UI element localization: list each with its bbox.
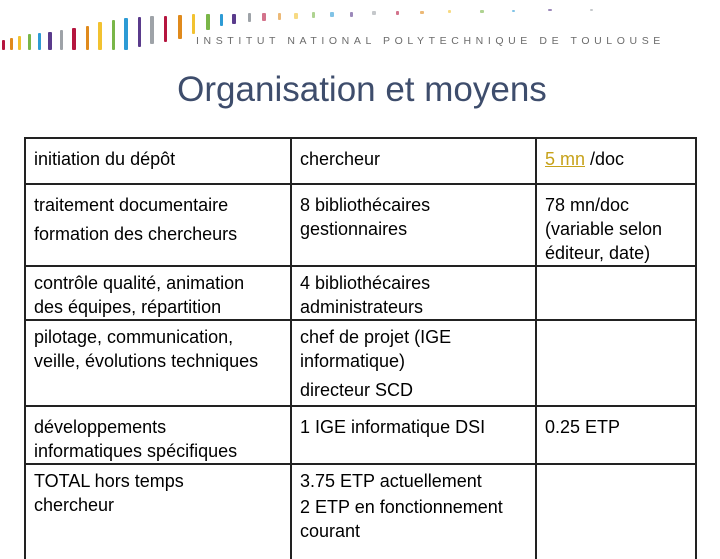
staff-cell: [291, 266, 536, 320]
cell-line: 8 bibliothécaires: [300, 195, 431, 215]
table-row: [25, 266, 696, 320]
task-cell: [25, 464, 291, 559]
logo-bar: [480, 10, 484, 13]
task-cell: [25, 138, 291, 184]
cell-line: formation des chercheurs: [34, 224, 238, 244]
table-row: [25, 320, 696, 406]
logo-bar: [312, 12, 315, 18]
logo-bar: [138, 17, 141, 47]
logo-bar: [18, 36, 21, 50]
logo-bar: [86, 26, 89, 50]
logo-bar: [10, 38, 13, 50]
cell-line: 78 mn/doc: [545, 195, 630, 215]
logo-bar: [330, 12, 334, 17]
staff-cell: [291, 320, 536, 406]
logo-bar: [294, 13, 298, 19]
cost-link[interactable]: 5 mn: [545, 149, 586, 169]
cost-cell: [536, 464, 696, 559]
institution-name: INSTITUT NATIONAL POLYTECHNIQUE DE TOULOUSE: [196, 35, 665, 47]
logo-bar: [248, 13, 251, 22]
cell-line: chef de projet (IGE: [300, 327, 452, 347]
logo-bar: [178, 15, 182, 39]
table-row: [25, 406, 696, 464]
cell-line: des équipes, répartition: [34, 297, 222, 317]
cell-line: 0.25 ETP: [545, 417, 621, 437]
task-cell: [25, 406, 291, 464]
cost-cell: [536, 138, 696, 184]
cell-line: veille, évolutions techniques: [34, 351, 259, 371]
organisation-table: [24, 137, 697, 559]
cell-line: 4 bibliothécaires: [300, 273, 431, 293]
cost-cell: [536, 320, 696, 406]
table-row: [25, 184, 696, 266]
cell-line: chercheur: [34, 495, 115, 515]
staff-cell: [291, 184, 536, 266]
task-cell: [25, 266, 291, 320]
cell-line: 2 ETP en fonctionnement: [300, 497, 503, 517]
task-cell: [25, 320, 291, 406]
cell-line: informatiques spécifiques: [34, 441, 238, 461]
logo-bar: [590, 9, 593, 11]
logo-bar: [164, 16, 167, 42]
staff-cell: [291, 406, 536, 464]
table-row: [25, 464, 696, 559]
logo-bar: [448, 10, 451, 13]
cell-line: informatique): [300, 351, 406, 371]
logo-bar: [192, 14, 195, 34]
logo-bar: [60, 30, 63, 50]
cell-line: pilotage, communication,: [34, 327, 234, 347]
logo-bar: [48, 32, 52, 50]
logo-bar: [206, 14, 210, 30]
cost-cell: [536, 266, 696, 320]
logo-bar: [262, 13, 266, 21]
staff-cell: [291, 464, 536, 559]
logo-bar: [350, 12, 353, 17]
logo-bar: [420, 11, 424, 14]
logo-bar: [278, 13, 281, 20]
cell-line: directeur SCD: [300, 380, 414, 400]
staff-cell: [291, 138, 536, 184]
logo-bar: [72, 28, 76, 50]
cell-line: initiation du dépôt: [34, 149, 176, 169]
cell-line: contrôle qualité, animation: [34, 273, 245, 293]
cost-unit: /doc: [585, 149, 625, 169]
logo-bar: [372, 11, 376, 15]
cell-line: TOTAL hors temps: [34, 471, 184, 491]
logo-bar: [396, 11, 399, 15]
table-row: [25, 138, 696, 184]
task-cell: [25, 184, 291, 266]
cost-cell: [536, 184, 696, 266]
logo-bar: [232, 14, 236, 24]
logo-bar: [28, 34, 31, 50]
logo-bar: [220, 14, 223, 26]
cell-line: chercheur: [300, 149, 381, 169]
cell-line: 3.75 ETP actuellement: [300, 471, 482, 491]
cost-cell: [536, 406, 696, 464]
cell-line: éditeur, date): [545, 243, 651, 263]
logo-bar: [98, 22, 102, 50]
cell-line: 1 IGE informatique DSI: [300, 417, 486, 437]
cell-line: administrateurs: [300, 297, 424, 317]
logo-bar: [112, 20, 115, 50]
logo-bar: [124, 18, 128, 50]
logo-bar: [38, 33, 41, 50]
cell-line: gestionnaires: [300, 219, 408, 239]
logo-bar: [150, 16, 154, 44]
cell-line: (variable selon: [545, 219, 663, 239]
page-title: Organisation et moyens: [177, 70, 547, 109]
logo-bar: [512, 10, 515, 12]
cell-line: développements: [34, 417, 167, 437]
cell-line: traitement documentaire: [34, 195, 229, 215]
cell-line: courant: [300, 521, 361, 541]
logo-bar: [2, 40, 5, 50]
logo-bar: [548, 9, 552, 11]
